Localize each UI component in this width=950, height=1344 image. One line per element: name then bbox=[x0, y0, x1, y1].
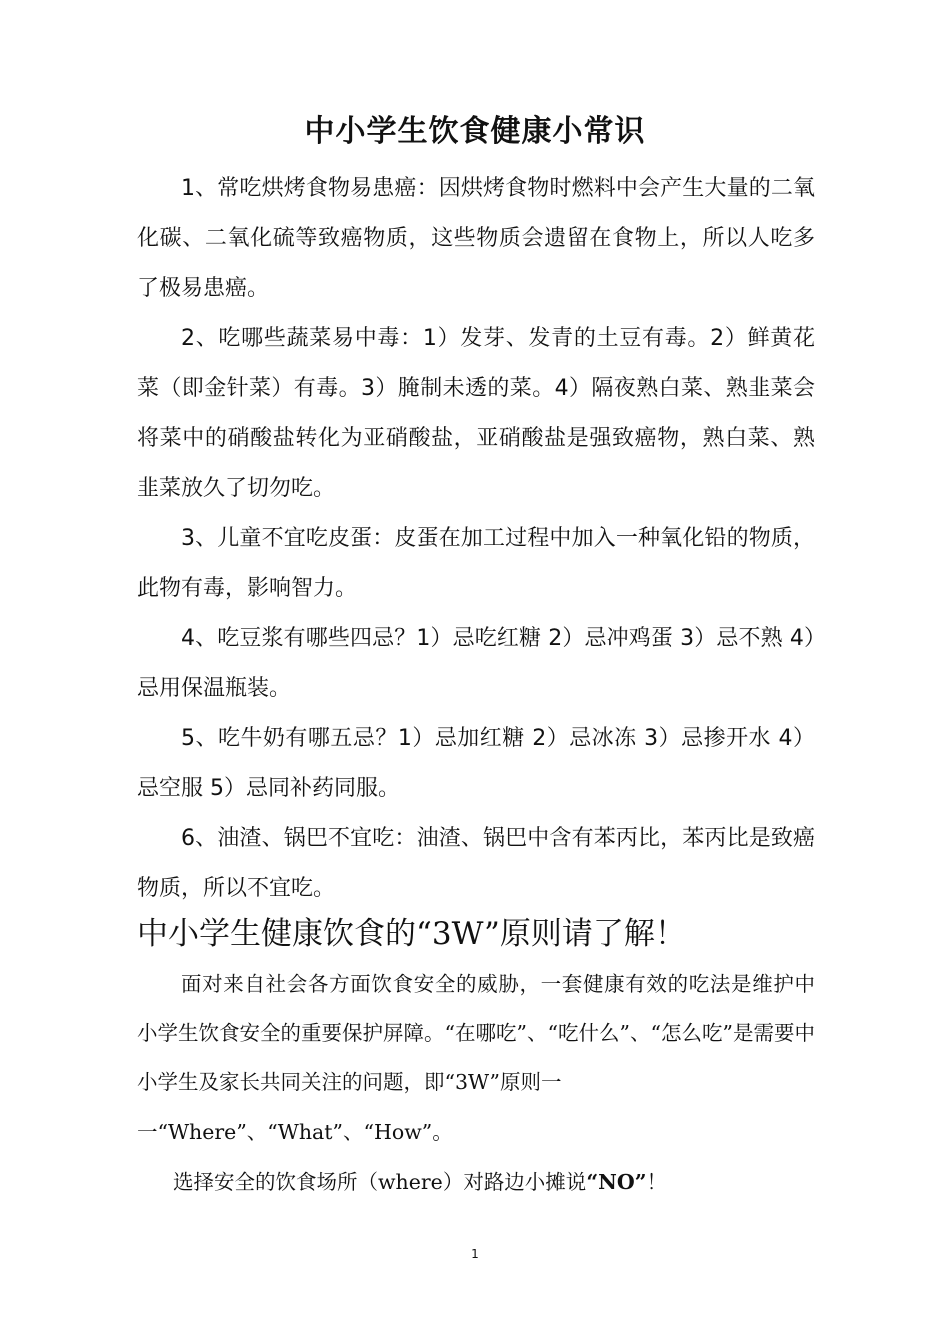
intro-continuation: 一“Where”、“What”、“How”。 bbox=[137, 1120, 453, 1144]
where-emphasis: “NO” bbox=[586, 1170, 647, 1194]
where-end: ！ bbox=[646, 1170, 667, 1194]
intro-paragraph: 面对来自社会各方面饮食安全的威胁，一套健康有效的吃法是维护中小学生饮食安全的重要保护屏障。“在哪吃”、“吃什么”、“怎么吃”是需要中小学生及家长共同关注的问题，即“3W”原则一 bbox=[137, 972, 815, 1094]
page-title: 中小学生饮食健康小常识 bbox=[304, 114, 646, 149]
page-number: 1 bbox=[471, 1247, 479, 1261]
section-heading: 中小学生健康饮食的“3W”原则请了解！ bbox=[137, 916, 686, 952]
intro-block bbox=[137, 960, 815, 1107]
tip-paragraph-5: 5、吃牛奶有哪五忌？1）忌加红糖 2）忌冰冻 3）忌掺开水 4）忌空服 5）忌同补药同服。 bbox=[137, 726, 815, 801]
where-line bbox=[173, 1158, 667, 1207]
tip-paragraph-6: 6、油渣、锅巴不宜吃：油渣、锅巴中含有苯丙比，苯丙比是致癌物质，所以不宜吃。 bbox=[137, 826, 815, 901]
tip-paragraph-1: 1、常吃烘烤食物易患癌：因烘烤食物时燃料中会产生大量的二氧化碳、二氧化硫等致癌物质，这些物质会遗留在食物上，所以人吃多了极易患癌。 bbox=[137, 176, 815, 301]
tip-paragraph-4: 4、吃豆浆有哪些四忌？1）忌吃红糖 2）忌冲鸡蛋 3）忌不熟 4）忌用保温瓶装。 bbox=[137, 626, 815, 701]
tip-paragraph-3: 3、儿童不宜吃皮蛋：皮蛋在加工过程中加入一种氧化铅的物质，此物有毒，影响智力。 bbox=[137, 526, 815, 601]
where-text: 选择安全的饮食场所（where）对路边小摊说 bbox=[173, 1170, 587, 1194]
tips-section bbox=[137, 164, 815, 914]
tip-paragraph-2: 2、吃哪些蔬菜易中毒：1）发芽、发青的土豆有毒。2）鲜黄花菜（即金针菜）有毒。3）腌制未透的菜。4）隔夜熟白菜、熟韭菜会将菜中的硝酸盐转化为亚硝酸盐，亚硝酸盐是强致癌物，熟白菜、熟韭菜放久了切勿吃。 bbox=[137, 326, 815, 501]
